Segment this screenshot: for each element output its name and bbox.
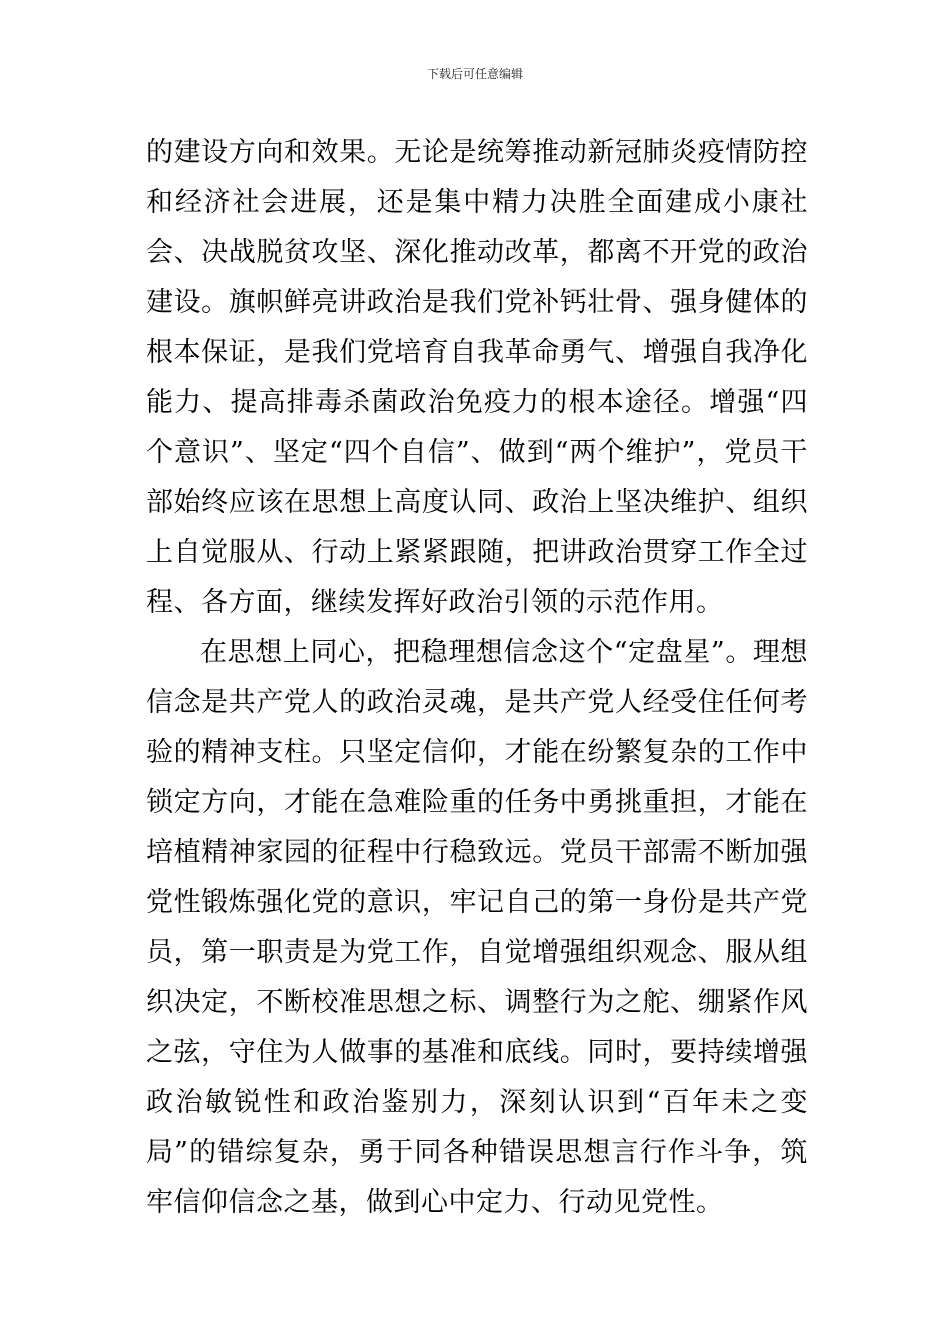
- page-header: 下载后可任意编辑: [426, 67, 523, 81]
- paragraph-continuation: 的建设方向和效果。无论是统筹推动新冠肺炎疫情防控和经济社会进展，还是集中精力决胜全面建成小康社会、决战脱贫攻坚、深化推动改革，都离不开党的政治建设。旗帜鲜亮讲政治是我们党补钙壮骨、强身健体的根本保证，是我们党培育自我革命勇气、增强自我净化能力、提高排毒杀菌政治免疫力的根本途径。增强“四个意识”、坚定“四个自信”、做到“两个维护”，党员干部始终应该在思想上高度认同、政治上坚决维护、组织上自觉服从、行动上紧紧跟随，把讲政治贯穿工作全过程、各方面，继续发挥好政治引领的示范作用。: [146, 137, 808, 618]
- paragraph-ideals-beliefs: 在思想上同心，把稳理想信念这个“定盘星”。理想信念是共产党人的政治灵魂，是共产党人经受住任何考验的精神支柱。只坚定信仰，才能在纷繁复杂的工作中锁定方向，才能在急难险重的任务中勇挑重担，才能在培植精神家园的征程中行稳致远。党员干部需不断加强党性锻炼强化党的意识，牢记自己的第一身份是共产党员，第一职责是为党工作，自觉增强组织观念、服从组织决定，不断校准思想之标、调整行为之舵、绷紧作风之弦，守住为人做事的基准和底线。同时，要持续增强政治敏锐性和政治鉴别力，深刻认识到“百年未之变局”的错综复杂，勇于同各种错误思想言行作斗争，筑牢信仰信念之基，做到心中定力、行动见党性。: [146, 637, 808, 1218]
- document-body: [146, 128, 808, 1228]
